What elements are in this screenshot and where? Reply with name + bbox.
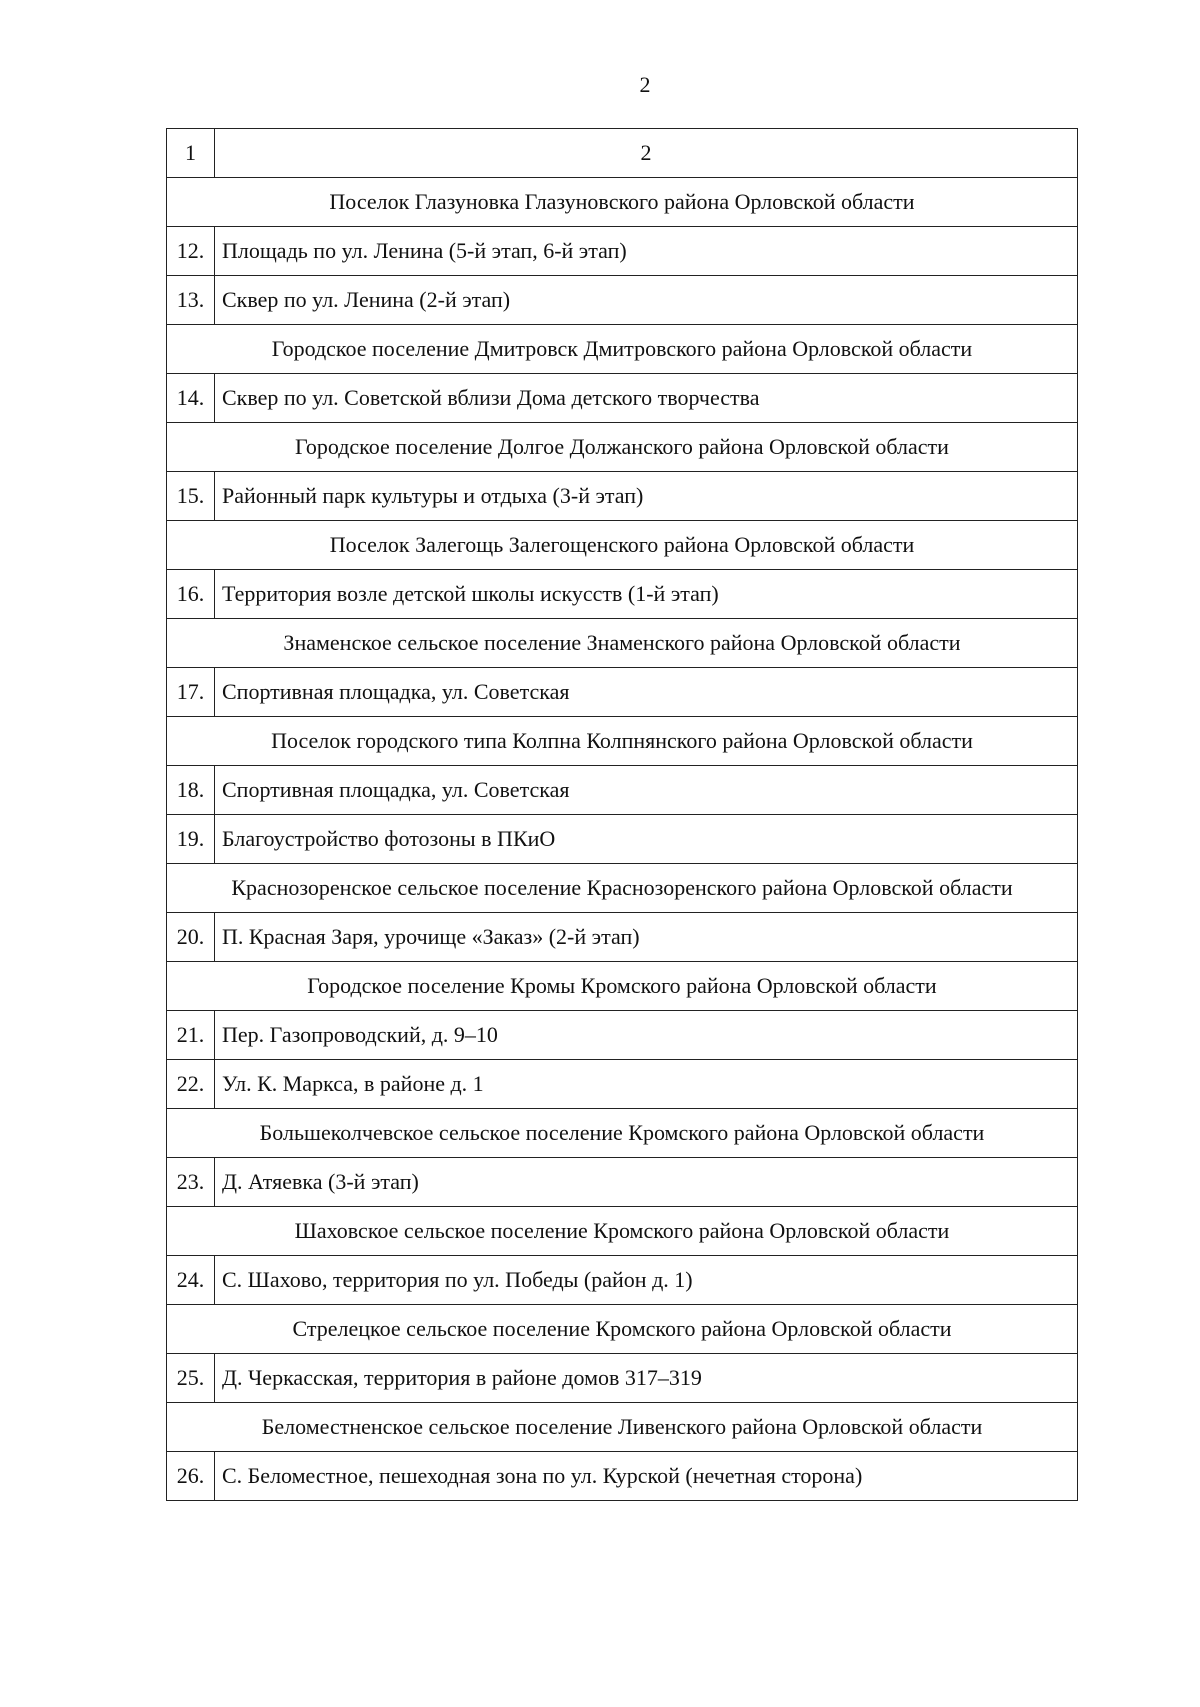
section-row (167, 1207, 1078, 1256)
section-row (167, 619, 1078, 668)
section-row (167, 864, 1078, 913)
section-row (167, 521, 1078, 570)
section-title: Краснозоренское сельское поселение Краснозоренского района Орловской области (167, 864, 1078, 913)
table-row (167, 1060, 1078, 1109)
section-row (167, 962, 1078, 1011)
section-title: Знаменское сельское поселение Знаменского района Орловской области (167, 619, 1078, 668)
row-number: 16. (167, 570, 215, 619)
row-description: Д. Атяевка (3-й этап) (215, 1158, 1078, 1207)
table-row (167, 1452, 1078, 1501)
row-description: Сквер по ул. Советской вблизи Дома детского творчества (215, 374, 1078, 423)
table-row (167, 374, 1078, 423)
section-title: Городское поселение Дмитровск Дмитровского района Орловской области (167, 325, 1078, 374)
table-row (167, 668, 1078, 717)
table-row (167, 766, 1078, 815)
row-description: Спортивная площадка, ул. Советская (215, 668, 1078, 717)
section-title: Городское поселение Кромы Кромского района Орловской области (167, 962, 1078, 1011)
header-col-1: 1 (167, 129, 215, 178)
section-row (167, 1305, 1078, 1354)
row-description: С. Шахово, территория по ул. Победы (район д. 1) (215, 1256, 1078, 1305)
row-number: 12. (167, 227, 215, 276)
row-description: Пер. Газопроводский, д. 9–10 (215, 1011, 1078, 1060)
section-title: Поселок городского типа Колпна Колпнянского района Орловской области (167, 717, 1078, 766)
row-description: Территория возле детской школы искусств (1-й этап) (215, 570, 1078, 619)
row-description: Ул. К. Маркса, в районе д. 1 (215, 1060, 1078, 1109)
row-description: Спортивная площадка, ул. Советская (215, 766, 1078, 815)
section-title: Большеколчевское сельское поселение Кромского района Орловской области (167, 1109, 1078, 1158)
page-number: 2 (639, 72, 651, 97)
table-row (167, 1354, 1078, 1403)
table-row (167, 472, 1078, 521)
header-col-2: 2 (215, 129, 1078, 178)
section-title: Стрелецкое сельское поселение Кромского района Орловской области (167, 1305, 1078, 1354)
row-description: Площадь по ул. Ленина (5-й этап, 6-й этап) (215, 227, 1078, 276)
section-row (167, 717, 1078, 766)
row-description: Д. Черкасская, территория в районе домов 317–319 (215, 1354, 1078, 1403)
objects-table (166, 128, 1078, 1501)
row-number: 25. (167, 1354, 215, 1403)
row-description: Районный парк культуры и отдыха (3-й этап) (215, 472, 1078, 521)
row-description: Сквер по ул. Ленина (2-й этап) (215, 276, 1078, 325)
row-description: Благоустройство фотозоны в ПКиО (215, 815, 1078, 864)
row-number: 19. (167, 815, 215, 864)
row-number: 22. (167, 1060, 215, 1109)
row-description: С. Беломестное, пешеходная зона по ул. Курской (нечетная сторона) (215, 1452, 1078, 1501)
section-title: Беломестненское сельское поселение Ливенского района Орловской области (167, 1403, 1078, 1452)
table-row (167, 1011, 1078, 1060)
row-number: 15. (167, 472, 215, 521)
table-row (167, 1158, 1078, 1207)
table-row (167, 570, 1078, 619)
section-row (167, 178, 1078, 227)
section-title: Городское поселение Долгое Должанского района Орловской области (167, 423, 1078, 472)
row-number: 23. (167, 1158, 215, 1207)
row-number: 18. (167, 766, 215, 815)
section-title: Шаховское сельское поселение Кромского района Орловской области (167, 1207, 1078, 1256)
row-number: 20. (167, 913, 215, 962)
row-number: 14. (167, 374, 215, 423)
table-row (167, 1256, 1078, 1305)
row-number: 26. (167, 1452, 215, 1501)
row-number: 17. (167, 668, 215, 717)
table-row (167, 913, 1078, 962)
section-row (167, 423, 1078, 472)
table-body (167, 129, 1078, 1501)
table-row (167, 815, 1078, 864)
section-row (167, 1403, 1078, 1452)
row-number: 24. (167, 1256, 215, 1305)
section-row (167, 1109, 1078, 1158)
section-title: Поселок Залегощь Залегощенского района Орловской области (167, 521, 1078, 570)
table-row (167, 276, 1078, 325)
section-title: Поселок Глазуновка Глазуновского района Орловской области (167, 178, 1078, 227)
row-number: 21. (167, 1011, 215, 1060)
row-description: П. Красная Заря, урочище «Заказ» (2-й этап) (215, 913, 1078, 962)
row-number: 13. (167, 276, 215, 325)
table-row (167, 227, 1078, 276)
section-row (167, 325, 1078, 374)
table-header-row (167, 129, 1078, 178)
